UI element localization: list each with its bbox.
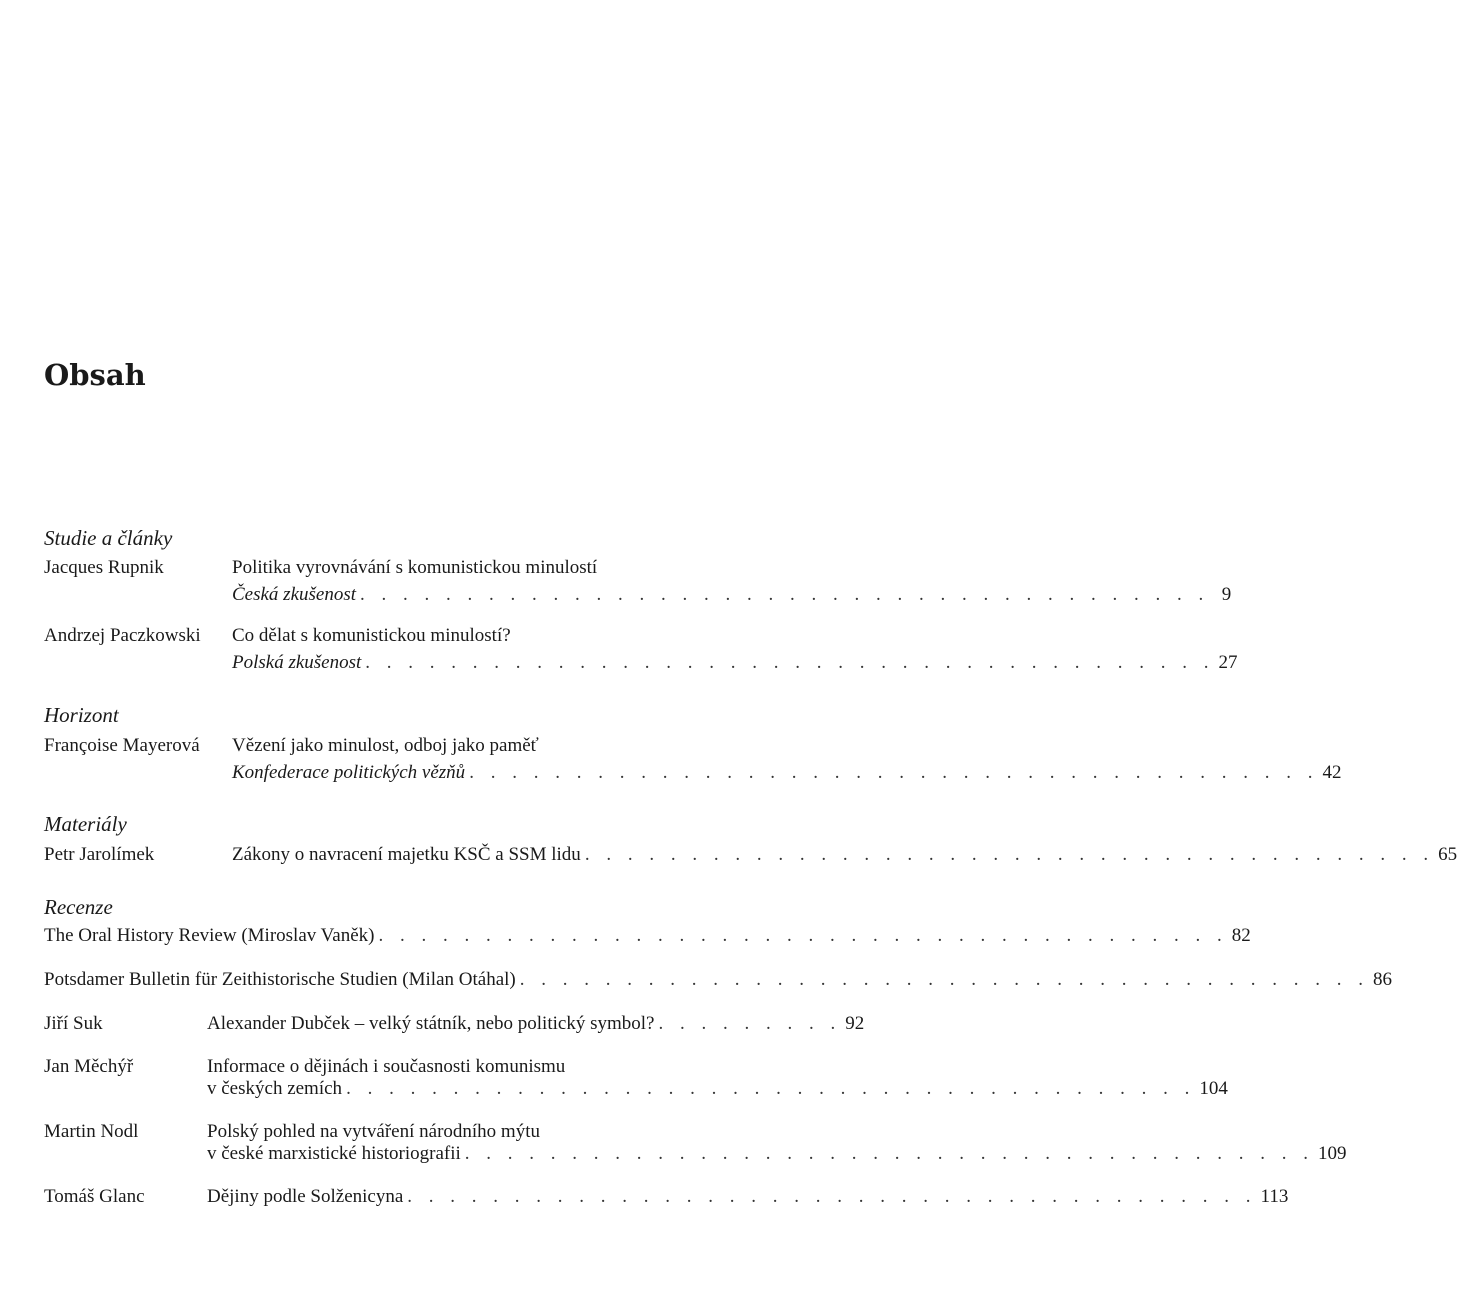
section-heading-recenze: Recenze [44,895,113,919]
section-heading-materialy: Materiály [44,812,127,836]
entry-title: Politika vyrovnávání s komunistickou minulostí [232,557,598,578]
section-heading-studie: Studie a články [44,526,173,550]
entry-title: Vězení jako minulost, odboj jako paměť [232,735,539,756]
review-author: Jiří Suk [44,1013,103,1034]
toc-line [232,762,1342,784]
review-author: Jan Měchýř [44,1056,134,1077]
page-number: 82 [1231,925,1251,946]
toc-line [44,969,1392,991]
entry-title: Co dělat s komunistickou minulostí? [232,625,511,646]
toc-line [207,1013,865,1035]
dot-leader: . . . . . . . . . . . . . . . . . . . . . . . . . . . . . . . . . . . . . . . . [360,584,1210,605]
dot-leader: . . . . . . . . . . . . . . . . . . . . . . . . . . . . . . . . . . . . . . . . [407,1186,1257,1207]
toc-line [232,844,1457,866]
page-number: 65 [1438,844,1457,865]
page-number: 27 [1218,652,1238,673]
section-heading-horizont: Horizont [44,703,119,727]
review-title: Polský pohled na vytváření národního mýtu [207,1121,540,1142]
page-number: 92 [845,1013,865,1034]
review-title-cont: v české marxistické historiografii [207,1143,461,1164]
page-number: 9 [1221,584,1232,605]
page-number: 113 [1260,1186,1289,1207]
entry-title: Zákony o navracení majetku KSČ a SSM lidu [232,844,581,865]
toc-line [207,1143,1347,1165]
toc-line [44,925,1251,947]
review-title: The Oral History Review (Miroslav Vaněk) [44,925,375,946]
toc-line [232,584,1232,606]
page-number: 42 [1322,762,1342,783]
toc-line [207,1078,1228,1100]
page-title: Obsah [44,358,146,392]
page-number: 86 [1373,969,1392,990]
dot-leader: . . . . . . . . . . . . . . . . . . . . . . . . . . . . . . . . . . . . . . . . [584,844,1435,865]
dot-leader: . . . . . . . . . . . . . . . . . . . . . . . . . . . . . . . . . . . . . . . . [469,762,1319,783]
review-title-cont: v českých zemích [207,1078,343,1099]
review-title: Potsdamer Bulletin für Zeithistorische Studien (Milan Otáhal) [44,969,516,990]
review-author: Tomáš Glanc [44,1186,145,1207]
review-title: Dějiny podle Solženicyna [207,1186,404,1207]
dot-leader: . . . . . . . . . . . . . . . . . . . . . . . . . . . . . . . . . . . . . . . . [346,1078,1196,1099]
dot-leader: . . . . . . . . . . . . . . . . . . . . . . . . . . . . . . . . . . . . . . . . [464,1143,1315,1164]
entry-author: Petr Jarolímek [44,844,155,865]
toc-line [207,1186,1289,1208]
review-title: Informace o dějinách i současnosti komunismu [207,1056,566,1077]
entry-subtitle: Česká zkušenost [232,584,357,605]
dot-leader: . . . . . . . . . . . . . . . . . . . . . . . . . . . . . . . . . . . . . . . . [378,925,1228,946]
page-number: 109 [1318,1143,1347,1164]
page-number: 104 [1199,1078,1228,1099]
entry-author: Andrzej Paczkowski [44,625,201,646]
entry-author: Jacques Rupnik [44,557,164,578]
entry-subtitle: Polská zkušenost [232,652,362,673]
dot-leader: . . . . . . . . . [658,1013,842,1034]
dot-leader: . . . . . . . . . . . . . . . . . . . . . . . . . . . . . . . . . . . . . . . . [365,652,1215,673]
review-author: Martin Nodl [44,1121,139,1142]
review-title: Alexander Dubček – velký státník, nebo politický symbol? [207,1013,655,1034]
entry-subtitle: Konfederace politických vězňů [232,762,466,783]
dot-leader: . . . . . . . . . . . . . . . . . . . . . . . . . . . . . . . . . . . . . . . . [519,969,1369,990]
entry-author: Françoise Mayerová [44,735,200,756]
toc-line [232,652,1238,674]
